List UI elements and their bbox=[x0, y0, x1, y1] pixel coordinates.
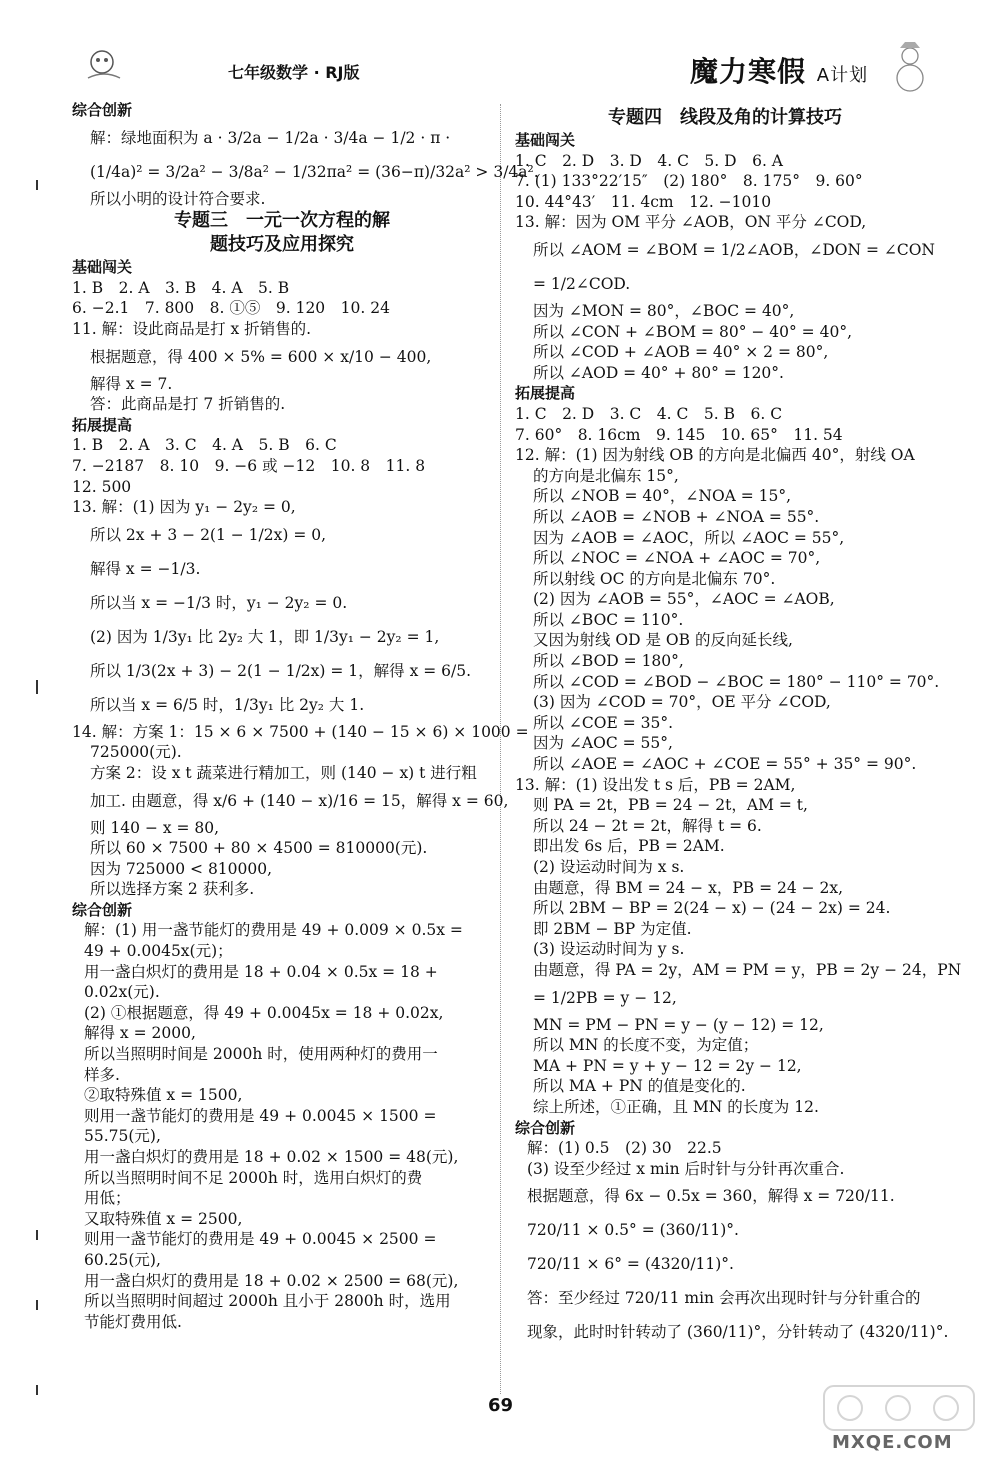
solution-line: 综上所述，①正确，且 MN 的长度为 12. bbox=[533, 1097, 819, 1116]
solution-line: 解：(1) 用一盏节能灯的费用是 49 + 0.009 × 0.5x = bbox=[84, 921, 463, 940]
left-column bbox=[72, 100, 539, 1332]
solution-line: 所以选择方案 2 获利多. bbox=[90, 880, 255, 899]
solution-line: 因为 725000 < 810000, bbox=[90, 859, 273, 878]
brand-title bbox=[690, 50, 868, 90]
solution-line: 则 140 − x = 80, bbox=[90, 818, 220, 837]
solution-line: 由题意，得 PA = 2y，AM = PM = y，PB = 2y − 24，PN bbox=[533, 960, 962, 979]
margin-mark bbox=[36, 1300, 38, 1310]
brand-suffix: A计划 bbox=[816, 65, 869, 86]
solution-line: 的方向是北偏东 15°, bbox=[533, 466, 679, 485]
solution-line: 49 + 0.0045x(元)； bbox=[84, 942, 233, 961]
solution-line: 所以 ∠NOC = ∠NOA + ∠AOC = 70°, bbox=[533, 549, 821, 568]
solution-line: 所以 MN 的长度不变，为定值； bbox=[533, 1036, 759, 1055]
solution-line: 即出发 6s 后，PB = 2AM. bbox=[533, 837, 725, 856]
solution-line: MA + PN = y + y − 12 = 2y − 12, bbox=[533, 1056, 802, 1075]
solution-line: 样多. bbox=[84, 1065, 120, 1084]
margin-mark bbox=[36, 1385, 38, 1395]
solution-line: 则用一盏节能灯的费用是 49 + 0.0045 × 2500 = bbox=[84, 1230, 437, 1249]
answer-line: 1. C 2. D 3. D 4. C 5. D 6. A bbox=[515, 151, 783, 170]
solution-line: 方案 2：设 x t 蔬菜进行精加工，则 (140 − x) t 进行粗 bbox=[90, 763, 477, 782]
topic-title: 题技巧及应用探究 bbox=[210, 234, 354, 256]
solution-line: 所以 1/3(2x + 3) − 2(1 − 1/2x) = 1，解得 x = 6/5. bbox=[90, 661, 472, 680]
solution-line: 725000(元). bbox=[90, 743, 182, 762]
answer-line: 13. 解：(1) 因为 y₁ − 2y₂ = 0, bbox=[72, 498, 296, 517]
cartoon-mascot-icon bbox=[80, 44, 128, 84]
section-heading: 基础闯关 bbox=[515, 131, 576, 149]
solution-line: 又取特殊值 x = 2500, bbox=[84, 1209, 243, 1228]
solution-line: 则 PA = 2t，PB = 24 − 2t，AM = t, bbox=[533, 796, 808, 815]
answer-line: 7. 60° 8. 16cm 9. 145 10. 65° 11. 54 bbox=[515, 425, 843, 444]
answer-line: 12. 解：(1) 因为射线 OB 的方向是北偏西 40°，射线 OA bbox=[515, 446, 915, 465]
section-heading: 拓展提高 bbox=[72, 415, 133, 434]
section-heading: 综合创新 bbox=[72, 900, 133, 919]
margin-mark bbox=[36, 1230, 38, 1240]
solution-line: 加工. 由题意，得 x/6 + (140 − x)/16 = 15，解得 x = 60, bbox=[90, 791, 509, 810]
solution-line: 节能灯费用低. bbox=[84, 1312, 182, 1331]
solution-line: ②取特殊值 x = 1500, bbox=[84, 1086, 243, 1105]
solution-line: 用低； bbox=[84, 1189, 131, 1208]
solution-line: (2) ①根据题意，得 49 + 0.0045x = 18 + 0.02x, bbox=[84, 1003, 444, 1022]
solution-line: 所以 ∠CON + ∠BOM = 80° − 40° = 40°, bbox=[533, 322, 852, 341]
solution-line: = 1/2∠COD. bbox=[533, 274, 631, 293]
solution-line: 根据题意，得 6x − 0.5x = 360，解得 x = 720/11. bbox=[527, 1187, 895, 1206]
solution-line: 720/11 × 6° = (4320/11)°. bbox=[527, 1255, 734, 1274]
solution-line: 所以 ∠BOD = 180°, bbox=[533, 652, 684, 671]
solution-line: 解得 x = −1/3. bbox=[90, 559, 201, 578]
solution-line: (3) 因为 ∠COD = 70°，OE 平分 ∠COD, bbox=[533, 693, 831, 712]
answer-line: 10. 44°43′ 11. 4cm 12. −1010 bbox=[515, 192, 772, 211]
answer-line: 6. −2.1 7. 800 8. ①⑤ 9. 120 10. 24 bbox=[72, 299, 390, 318]
solution-line: 所以 MA + PN 的值是变化的. bbox=[533, 1077, 746, 1096]
solution-line: = 1/2PB = y − 12, bbox=[533, 988, 677, 1007]
solution-line: 解：绿地面积为 a · 3/2a − 1/2a · 3/4a − 1/2 · π · bbox=[90, 128, 451, 147]
solution-line: 所以 2x + 3 − 2(1 − 1/2x) = 0, bbox=[90, 525, 327, 544]
solution-line: 所以当 x = 6/5 时，1/3y₁ 比 2y₂ 大 1. bbox=[90, 695, 365, 714]
answer-line: 1. B 2. A 3. C 4. A 5. B 6. C bbox=[72, 436, 337, 455]
solution-line: 所以 ∠COE = 35°. bbox=[533, 713, 674, 732]
answer-line: 13. 解：因为 OM 平分 ∠AOB，ON 平分 ∠COD, bbox=[515, 213, 867, 232]
solution-line: 所以射线 OC 的方向是北偏东 70°. bbox=[533, 569, 776, 588]
solution-line: (1/4a)² = 3/2a² − 3/8a² − 1/32πa² = (36−π)/32a² > 3/4a². bbox=[90, 162, 539, 181]
solution-line: 所以 ∠AOE = ∠AOC + ∠COE = 55° + 35° = 90°. bbox=[533, 755, 917, 774]
snowman-icon bbox=[888, 40, 932, 96]
solution-line: 用一盏白炽灯的费用是 18 + 0.04 × 0.5x = 18 + bbox=[84, 962, 438, 981]
section-heading: 综合创新 bbox=[72, 101, 133, 119]
right-column bbox=[515, 100, 962, 1349]
solution-line: 即 2BM − BP 为定值. bbox=[533, 919, 692, 938]
section-heading: 综合创新 bbox=[515, 1118, 576, 1137]
section-heading: 拓展提高 bbox=[515, 384, 576, 403]
solution-line: 由题意，得 BM = 24 − x，PB = 24 − 2x, bbox=[533, 878, 844, 897]
solution-line: 55.75(元), bbox=[84, 1127, 161, 1146]
solution-line: (3) 设至少经过 x min 后时针与分针再次重合. bbox=[527, 1159, 845, 1178]
solution-line: 用一盏白炽灯的费用是 18 + 0.02 × 1500 = 48(元), bbox=[84, 1148, 459, 1166]
answer-line: 7. (1) 133°22′15″ (2) 180° 8. 175° 9. 60° bbox=[515, 172, 863, 191]
solution-line: 720/11 × 0.5° = (360/11)°. bbox=[527, 1221, 739, 1240]
solution-line: 所以 ∠AOM = ∠BOM = 1/2∠AOB，∠DON = ∠CON bbox=[533, 240, 935, 259]
solution-line: 答：此商品是打 7 折销售的. bbox=[90, 395, 286, 414]
page-number: 69 bbox=[488, 1395, 514, 1416]
solution-line: 所以 ∠NOB = 40°，∠NOA = 15°, bbox=[533, 487, 792, 506]
solution-line: 现象，此时时针转动了 (360/11)°，分针转动了 (4320/11)°. bbox=[527, 1323, 949, 1342]
solution-line: 所以 24 − 2t = 2t，解得 t = 6. bbox=[533, 816, 762, 835]
answer-line: 11. 解：设此商品是打 x 折销售的. bbox=[72, 319, 312, 338]
answer-line: 1. C 2. D 3. C 4. C 5. B 6. C bbox=[515, 404, 783, 423]
solution-line: 所以当照明时间超过 2000h 且小于 2800h 时，选用 bbox=[84, 1292, 451, 1311]
answer-line: 12. 500 bbox=[72, 477, 132, 496]
answer-line: 14. 解：方案 1：15 × 6 × 7500 + (140 − 15 × 6) × 1000 = bbox=[72, 722, 529, 741]
solution-line: 所以 60 × 7500 + 80 × 4500 = 810000(元). bbox=[90, 839, 428, 858]
solution-line: 根据题意，得 400 × 5% = 600 × x/10 − 400, bbox=[90, 347, 432, 366]
margin-mark bbox=[36, 680, 38, 694]
topic-title: 专题四 线段及角的计算技巧 bbox=[608, 107, 842, 128]
answer-line: 7. −2187 8. 10 9. −6 或 −12 10. 8 11. 8 bbox=[72, 456, 426, 475]
solution-line: MN = PM − PN = y − (y − 12) = 12, bbox=[533, 1015, 824, 1034]
margin-mark bbox=[36, 180, 38, 190]
solution-line: 解得 x = 7. bbox=[90, 374, 173, 393]
section-heading: 基础闯关 bbox=[72, 258, 133, 277]
solution-line: 所以当照明时间是 2000h 时，使用两种灯的费用一 bbox=[84, 1045, 438, 1064]
solution-line: 所以 2BM − BP = 2(24 − x) − (24 − 2x) = 24. bbox=[533, 899, 891, 918]
solution-line: 解得 x = 2000, bbox=[84, 1024, 196, 1043]
solution-line: (3) 设运动时间为 y s. bbox=[533, 940, 685, 959]
solution-line: 用一盏白炽灯的费用是 18 + 0.02 × 2500 = 68(元), bbox=[84, 1271, 459, 1290]
solution-line: (2) 因为 1/3y₁ 比 2y₂ 大 1，即 1/3y₁ − 2y₂ = 1, bbox=[90, 627, 440, 646]
solution-line: 又因为射线 OD 是 OB 的反向延长线, bbox=[533, 631, 793, 650]
solution-line: 则用一盏节能灯的费用是 49 + 0.0045 × 1500 = bbox=[84, 1106, 437, 1125]
solution-line: 60.25(元), bbox=[84, 1250, 161, 1269]
solution-line: 所以 ∠BOC = 110°. bbox=[533, 610, 684, 629]
watermark-text: MXQE.COM bbox=[832, 1432, 953, 1453]
solution-line: 所以 ∠AOD = 40° + 80° = 120°. bbox=[533, 363, 784, 382]
answer-line: 1. B 2. A 3. B 4. A 5. B bbox=[72, 278, 290, 297]
topic-title: 专题三 一元一次方程的解 bbox=[174, 210, 390, 232]
brand-name: 魔力寒假 bbox=[690, 55, 807, 88]
solution-line: 因为 ∠MON = 80°，∠BOC = 40°, bbox=[533, 301, 795, 320]
solution-line: 所以小明的设计符合要求. bbox=[90, 189, 266, 208]
solution-line: 所以 ∠COD = ∠BOD − ∠BOC = 180° − 110° = 70°. bbox=[533, 672, 940, 691]
solution-line: 因为 ∠AOB = ∠AOC，所以 ∠AOC = 55°, bbox=[533, 528, 845, 547]
solution-line: 所以 ∠COD + ∠AOB = 40° × 2 = 80°, bbox=[533, 343, 829, 362]
book-title: 七年级数学 · RJ版 bbox=[228, 63, 360, 82]
solution-line: 所以当 x = −1/3 时，y₁ − 2y₂ = 0. bbox=[90, 593, 348, 612]
solution-line: 所以当照明时间不足 2000h 时，选用白炽灯的费 bbox=[84, 1168, 423, 1187]
solution-line: 所以 ∠AOB = ∠NOB + ∠NOA = 55°. bbox=[533, 507, 820, 526]
solution-line: 因为 ∠AOC = 55°, bbox=[533, 734, 673, 753]
solution-line: 0.02x(元). bbox=[84, 983, 160, 1002]
solution-line: (2) 设运动时间为 x s. bbox=[533, 858, 685, 876]
solution-line: 解：(1) 0.5 (2) 30 22.5 bbox=[527, 1139, 722, 1158]
solution-line: 答：至少经过 720/11 min 会再次出现时针与分针重合的 bbox=[527, 1289, 921, 1308]
solution-line: (2) 因为 ∠AOB = 55°，∠AOC = ∠AOB, bbox=[533, 590, 835, 609]
answer-line: 13. 解：(1) 设出发 t s 后，PB = 2AM, bbox=[515, 775, 796, 794]
column-divider bbox=[500, 104, 501, 1394]
